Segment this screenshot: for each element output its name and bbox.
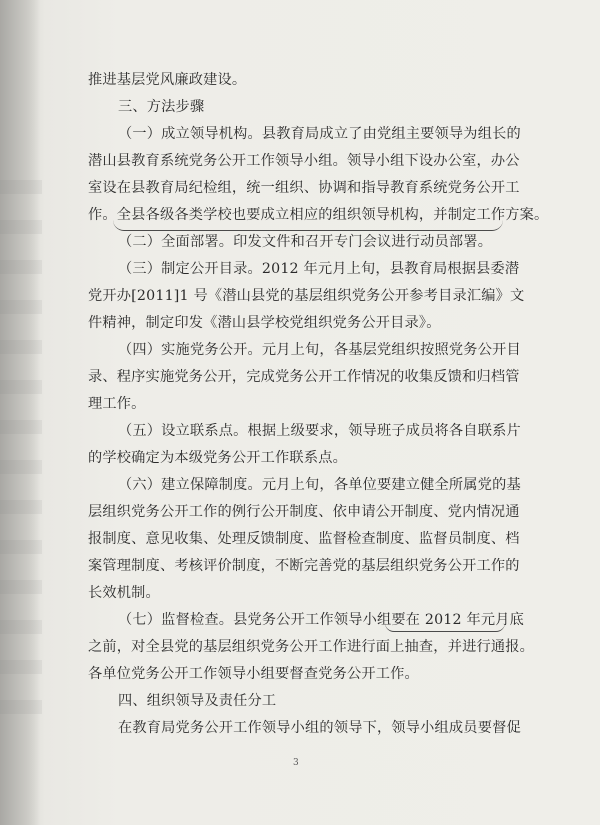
text-line: （七）监督检查。县党务公开工作领导小组要在 2012 年元月底 [118, 612, 525, 628]
text-line: 理工作。 [88, 396, 146, 412]
text-line: 潜山县教育系统党务公开工作领导小组。领导小组下设办公室，办公 [88, 153, 520, 169]
text-line: 层组织党务公开工作的例行公开制度、依申请公开制度、党内情况通 [88, 504, 520, 520]
bleed-through-marks [0, 180, 42, 740]
text-line: （一）成立领导机构。县教育局成立了由党组主要领导为组长的 [118, 126, 521, 142]
text-line: 作。全县各级各类学校也要成立相应的组织领导机构，并制定工作方案。 [88, 207, 549, 223]
text-line: 在教育局党务公开工作领导小组的领导下，领导小组成员要督促 [118, 720, 521, 736]
text-line: 推进基层党风廉政建设。 [88, 72, 247, 88]
text-line: 录、程序实施党务公开，完成党务公开工作情况的收集反馈和归档管 [88, 369, 520, 385]
text-line: 报制度、意见收集、处理反馈制度、监督检查制度、监督员制度、档 [88, 531, 520, 547]
text-line: 的学校确定为本级党务公开工作联系点。 [88, 450, 347, 466]
text-line: （二）全面部署。印发文件和召开专门会议进行动员部署。 [118, 234, 493, 250]
text-line: 长效机制。 [88, 585, 160, 601]
section-heading: 三、方法步骤 [118, 99, 205, 115]
text-line: 件精神，制定印发《潜山县学校党组织党务公开目录》。 [88, 315, 441, 331]
text-line: （三）制定公开目录。2012 年元月上旬，县教育局根据县委潜 [118, 261, 520, 277]
text-line: （五）设立联系点。根据上级要求，领导班子成员将各自联系片 [118, 423, 521, 439]
text-line: （六）建立保障制度。元月上旬，各单位要建立健全所属党的基 [118, 477, 521, 493]
text-line: 案管理制度、考核评价制度，不断完善党的基层组织党务公开工作的 [88, 558, 520, 574]
text-line: 各单位党务公开工作领导小组要督查党务公开工作。 [88, 666, 419, 682]
section-heading: 四、组织领导及责任分工 [118, 693, 277, 709]
text-line: 党开办[2011]1 号《潜山县党的基层组织党务公开参考目录汇编》文 [88, 288, 525, 304]
handwritten-underline [113, 220, 503, 231]
text-line: 之前，对全县党的基层组织党务公开工作进行面上抽查，并进行通报。 [88, 639, 535, 655]
handwritten-underline [385, 623, 505, 632]
text-line: 室设在县教育局纪检组，统一组织、协调和指导教育系统党务公开工 [88, 180, 520, 196]
page-number: 3 [293, 758, 299, 768]
text-line: （四）实施党务公开。元月上旬，各基层党组织按照党务公开目 [118, 342, 521, 358]
